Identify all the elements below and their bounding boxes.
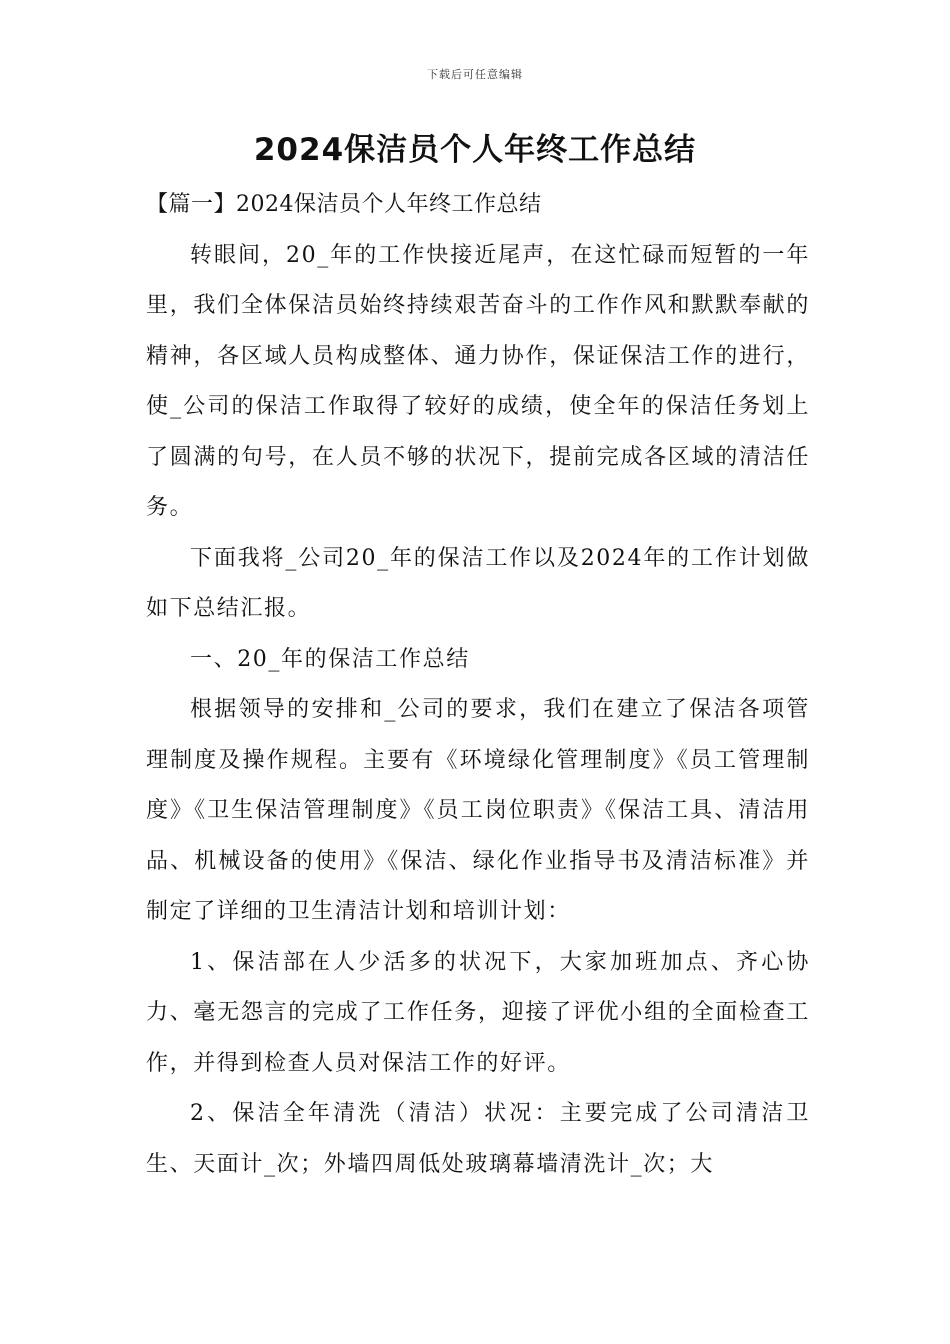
paragraph-management-rules: 根据领导的安排和_公司的要求，我们在建立了保洁各项管理制度及操作规程。主要有《环境绿化管理制度》《员工管理制度》《卫生保洁管理制度》《员工岗位职责》《保洁工具、清洁用品、机械设备的使用》《保洁、绿化作业指导书及清洁标准》并制定了详细的卫生清洁计划和培训计划：: [146, 697, 810, 924]
section-heading: 【篇一】2024保洁员个人年终工作总结: [146, 192, 542, 217]
paragraph-intro: 转眼间，20_年的工作快接近尾声，在这忙碌而短暂的一年里，我们全体保洁员始终持续艰苦奋斗的工作作风和默默奉献的精神，各区域人员构成整体、通力协作，保证保洁工作的进行，使_公司的保洁工作取得了较好的成绩，使全年的保洁任务划上了圆满的句号，在人员不够的状况下，提前完成各区域的清洁任务。: [146, 242, 810, 520]
paragraph-item-1: 1、保洁部在人少活多的状况下，大家加班加点、齐心协力、毫无怨言的完成了工作任务，迎接了评优小组的全面检查工作，并得到检查人员对保洁工作的好评。: [146, 949, 810, 1076]
paragraph-item-2: 2、保洁全年清洗（清洁）状况：主要完成了公司清洁卫生、天面计_次；外墙四周低处玻璃幕墙清洗计_次；大: [146, 1101, 810, 1177]
document-title: 2024保洁员个人年终工作总结: [253, 132, 697, 168]
paragraph-summary-report: 下面我将_公司20_年的保洁工作以及2024年的工作计划做如下总结汇报。: [146, 545, 810, 621]
subheading-work-summary: 一、20_年的保洁工作总结: [190, 646, 470, 672]
document-body: [146, 180, 810, 1190]
header-note: 下载后可任意编辑: [427, 68, 523, 81]
